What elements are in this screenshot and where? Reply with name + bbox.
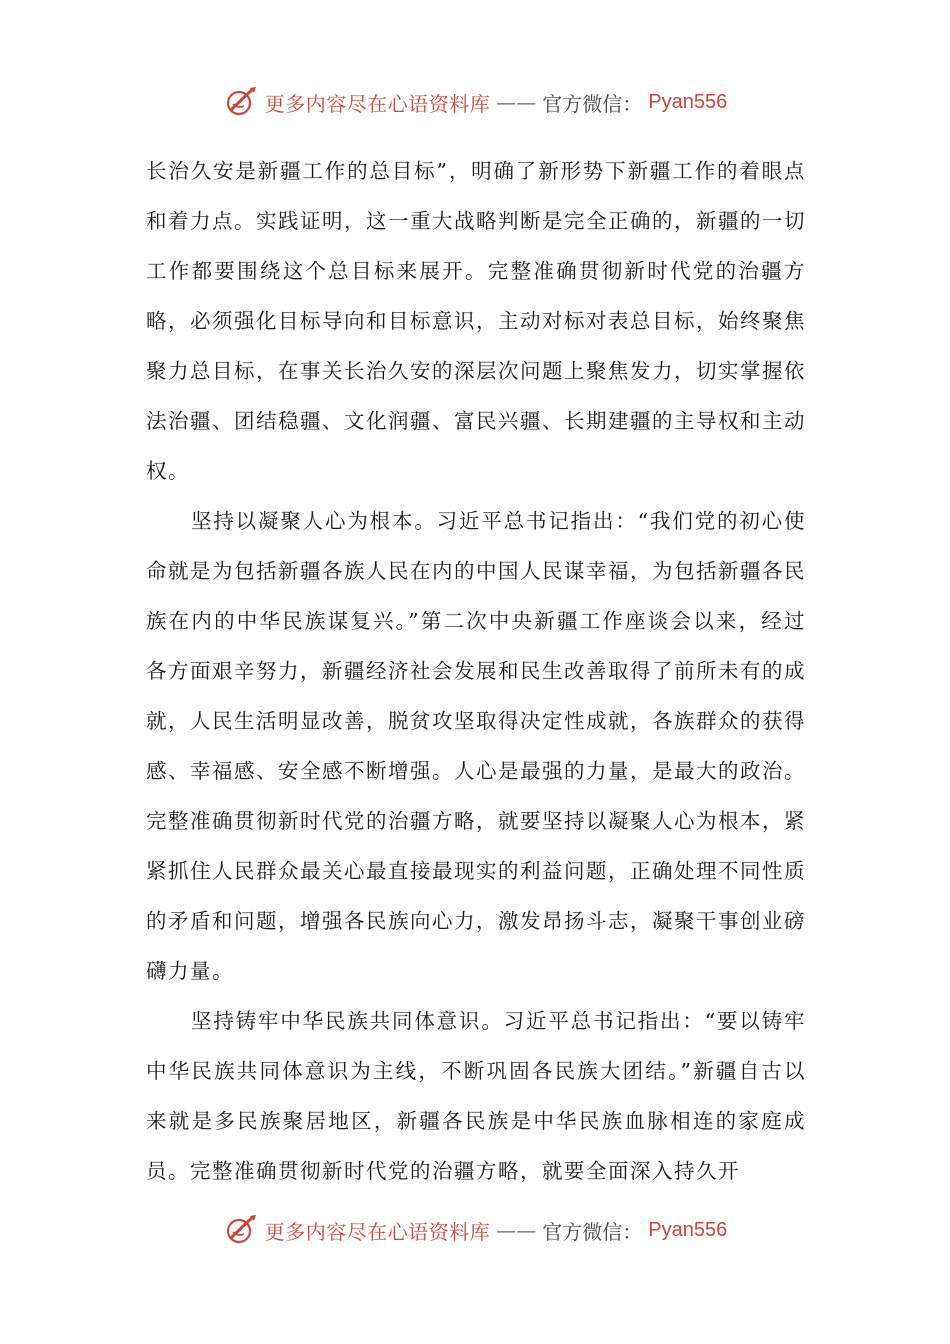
header-subtitle: 官方微信： [542, 91, 643, 116]
header-separator: —— [496, 90, 537, 114]
footer-title: 更多内容尽在心语资料库 [264, 1219, 491, 1244]
pen-circle-logo-icon [223, 84, 259, 120]
pen-circle-logo-icon [223, 1212, 259, 1248]
document-body [146, 146, 806, 1196]
paragraph-national-community: 坚持铸牢中华民族共同体意识。习近平总书记指出：“要以铸牢中华民族共同体意识为主线，不断巩固各民族大团结。”新疆自古以来就是多民族聚居地区，新疆各民族是中华民族血脉相连的家庭成员。完整准确贯彻新时代党的治疆方略，就要全面深入持久开 [146, 1009, 806, 1183]
footer-banner [0, 1208, 950, 1252]
header-title: 更多内容尽在心语资料库 [264, 91, 491, 116]
header-wechat-id: Pyan556 [648, 90, 728, 113]
footer-subtitle: 官方微信： [542, 1219, 643, 1244]
footer-separator: —— [496, 1218, 537, 1242]
paragraph-unite-hearts: 坚持以凝聚人心为根本。习近平总书记指出：“我们党的初心使命就是为包括新疆各族人民在内的中国人民谋幸福，为包括新疆各民族在内的中华民族谋复兴。”第二次中央新疆工作座谈会以来，经过各方面艰辛努力，新疆经济社会发展和民生改善取得了前所未有的成就，人民生活明显改善，脱贫攻坚取得决定性成就，各族群众的获得感、幸福感、安全感不断增强。人心是最强的力量，是最大的政治。完整准确贯彻新时代党的治疆方略，就要坚持以凝聚人心为根本，紧紧抓住人民群众最关心最直接最现实的利益问题，正确处理不同性质的矛盾和问题，增强各民族向心力，激发昂扬斗志，凝聚干事创业磅礴力量。 [146, 509, 806, 983]
paragraph-continuation: 长治久安是新疆工作的总目标”，明确了新形势下新疆工作的着眼点和着力点。实践证明，这一重大战略判断是完全正确的，新疆的一切工作都要围绕这个总目标来展开。完整准确贯彻新时代党的治疆方略，必须强化目标导向和目标意识，主动对标对表总目标，始终聚焦聚力总目标，在事关长治久安的深层次问题上聚焦发力，切实掌握依法治疆、团结稳疆、文化润疆、富民兴疆、长期建疆的主导权和主动权。 [146, 159, 806, 483]
footer-wechat-id: Pyan556 [648, 1218, 728, 1241]
header-banner [0, 80, 950, 124]
